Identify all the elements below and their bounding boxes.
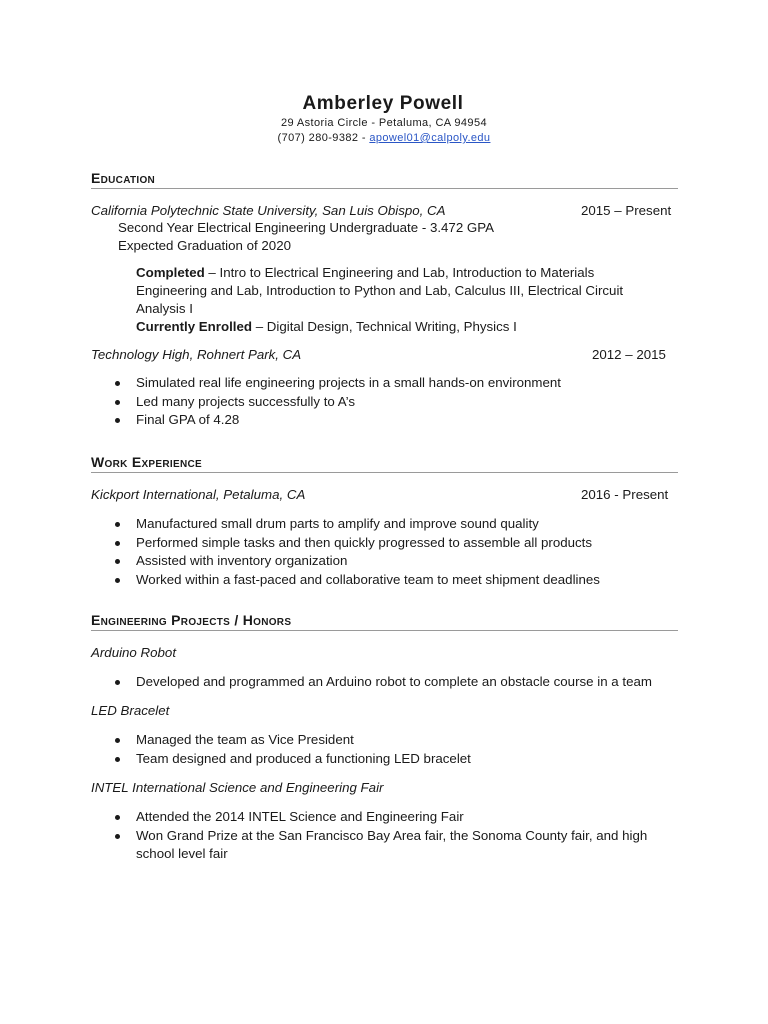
list-item-text: Developed and programmed an Arduino robot to complete an obstacle course in a team xyxy=(136,674,652,689)
phone-number: (707) 280-9382 - xyxy=(277,132,370,144)
list-item xyxy=(112,731,672,750)
list-item-text: Team designed and produced a functioning LED bracelet xyxy=(136,750,471,766)
list-item xyxy=(112,808,672,827)
project-title: INTEL International Science and Engineering Fair xyxy=(91,780,384,795)
enrolled-courses xyxy=(136,318,656,336)
candidate-name: Amberley Powell xyxy=(302,93,464,114)
list-item xyxy=(112,750,672,769)
bullet-icon xyxy=(115,738,120,743)
list-item-text: Manufactured small drum parts to amplify and improve sound quality xyxy=(136,516,539,531)
list-item xyxy=(112,673,672,692)
list-item-text: Led many projects successfully to A’s xyxy=(136,393,356,409)
bullet-icon xyxy=(115,834,120,839)
project-bullets xyxy=(112,808,672,864)
project-bullets xyxy=(112,731,672,768)
school-dates: 2015 – Present xyxy=(581,203,672,218)
list-item-text: Assisted with inventory organization xyxy=(136,553,348,568)
bullet-icon xyxy=(115,541,120,546)
school-bullets xyxy=(112,374,672,430)
education-heading: Education xyxy=(91,170,678,189)
work-bullets xyxy=(112,515,672,589)
list-item xyxy=(112,393,672,412)
list-item xyxy=(112,374,672,393)
phone-email-line xyxy=(0,131,768,146)
list-item xyxy=(112,411,672,430)
company-name: Kickport International, Petaluma, CA xyxy=(91,487,306,502)
list-item-text: Attended the 2014 INTEL Science and Engineering Fair xyxy=(136,809,464,824)
completed-label: Completed xyxy=(136,265,205,280)
email-link[interactable]: apowel01@calpoly.edu xyxy=(369,132,491,144)
school-name: California Polytechnic State University, San Luis Obispo, CA xyxy=(91,203,446,218)
resume-header xyxy=(0,92,768,146)
list-item-text: Won Grand Prize at the San Francisco Bay Area fair, the Sonoma County fair, and high school level fair xyxy=(136,827,648,861)
project-bullets xyxy=(112,673,672,692)
work-dates: 2016 - Present xyxy=(581,487,669,502)
projects-heading: Engineering Projects / Honors xyxy=(91,612,678,631)
list-item-text: Worked within a fast-paced and collaborative team to meet shipment deadlines xyxy=(136,571,600,587)
list-item xyxy=(112,515,672,534)
address-line: 29 Astoria Circle - Petaluma, CA 94954 xyxy=(281,117,487,129)
bullet-icon xyxy=(115,578,120,583)
degree-line: Second Year Electrical Engineering Undergraduate - 3.472 GPA xyxy=(118,220,495,235)
list-item xyxy=(112,534,672,553)
enrolled-text: – Digital Design, Technical Writing, Physics I xyxy=(252,319,517,334)
bullet-icon xyxy=(115,815,120,820)
project-title: LED Bracelet xyxy=(91,703,170,718)
bullet-icon xyxy=(115,418,120,423)
work-heading: Work Experience xyxy=(91,454,678,473)
list-item xyxy=(112,552,672,571)
bullet-icon xyxy=(115,400,120,405)
school-dates: 2012 – 2015 xyxy=(592,347,666,362)
enrolled-label: Currently Enrolled xyxy=(136,319,252,334)
list-item xyxy=(112,827,672,864)
bullet-icon xyxy=(115,680,120,685)
list-item-text: Managed the team as Vice President xyxy=(136,732,354,747)
bullet-icon xyxy=(115,381,120,386)
list-item-text: Final GPA of 4.28 xyxy=(136,412,240,427)
project-title: Arduino Robot xyxy=(91,645,177,660)
bullet-icon xyxy=(115,522,120,527)
completed-text: – Intro to Electrical Engineering and Lab, Introduction to Materials Engineering and Lab, Introduction to Python and Lab, Calculus III, Electrical Circuit Analysis I xyxy=(136,265,624,316)
school-name: Technology High, Rohnert Park, CA xyxy=(91,347,302,362)
list-item-text: Simulated real life engineering projects in a small hands-on environment xyxy=(136,375,561,390)
bullet-icon xyxy=(115,757,120,762)
graduation-line: Expected Graduation of 2020 xyxy=(118,238,291,253)
bullet-icon xyxy=(115,559,120,564)
list-item-text: Performed simple tasks and then quickly progressed to assemble all products xyxy=(136,534,593,550)
list-item xyxy=(112,571,672,590)
completed-courses xyxy=(136,264,656,318)
